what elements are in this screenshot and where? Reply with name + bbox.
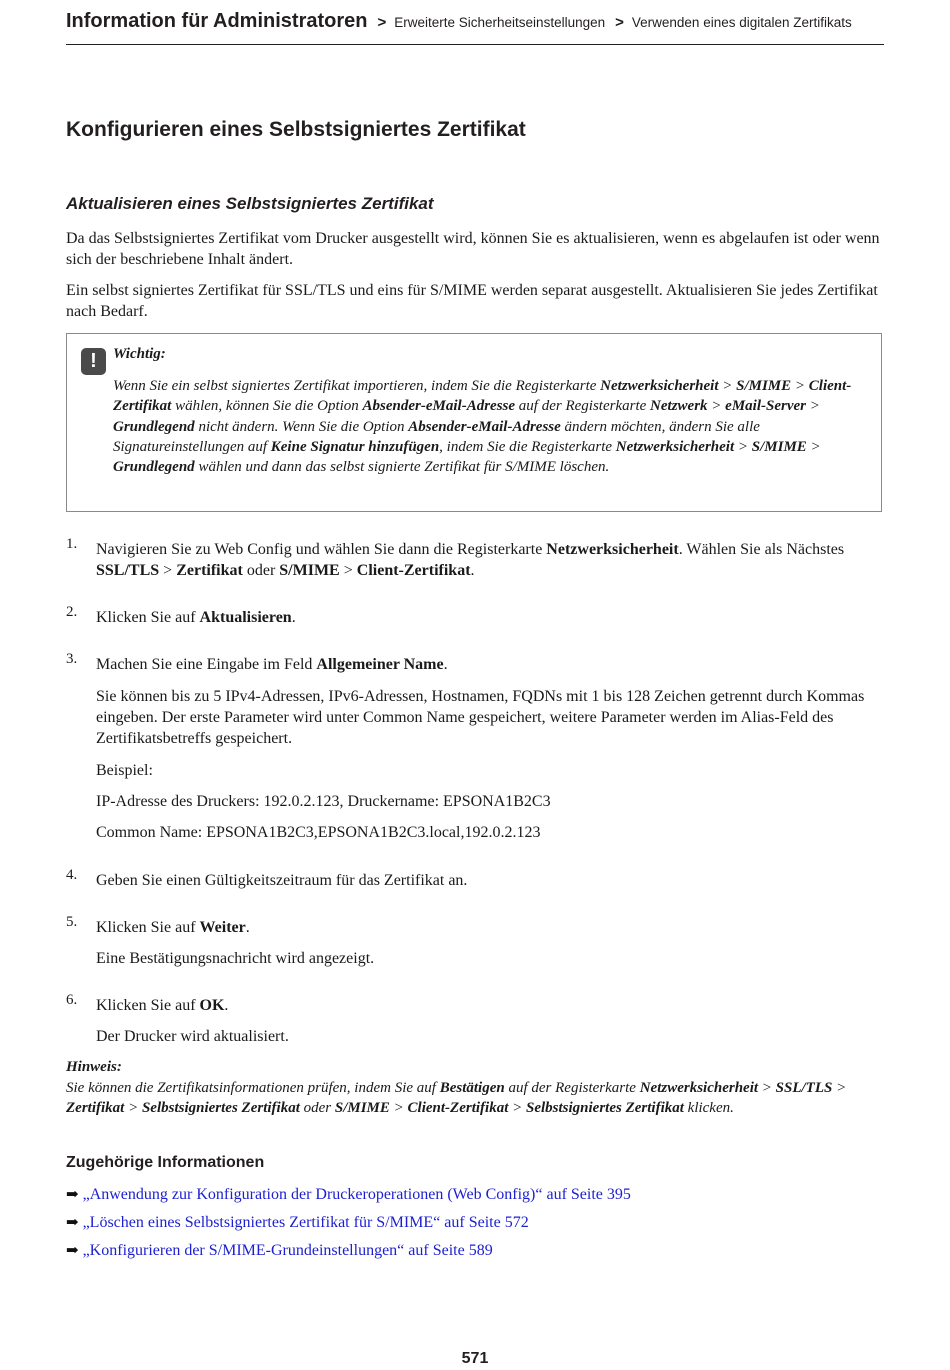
related-link[interactable]: ➡ „Anwendung zur Konfiguration der Druckeroperationen (Web Config)“ auf Seite 395 bbox=[66, 1186, 631, 1203]
step-2-text: Klicken Sie auf Aktualisieren. bbox=[96, 609, 296, 626]
step-number: 5. bbox=[66, 914, 78, 930]
section-title: Aktualisieren eines Selbstsigniertes Zertifikat bbox=[66, 194, 434, 213]
exclamation-icon: ! bbox=[81, 348, 106, 375]
right-arrow-icon: ➡ bbox=[66, 1215, 79, 1231]
example-line-2: Common Name: EPSONA1B2C3,EPSONA1B2C3.local,192.0.2.123 bbox=[96, 824, 541, 841]
step-4-text: Geben Sie einen Gültigkeitszeitraum für das Zertifikat an. bbox=[96, 872, 468, 889]
related-link[interactable]: ➡ „Konfigurieren der S/MIME-Grundeinstellungen“ auf Seite 589 bbox=[66, 1242, 493, 1259]
right-arrow-icon: ➡ bbox=[66, 1187, 79, 1203]
page-number: 571 bbox=[461, 1350, 489, 1367]
step-number: 3. bbox=[66, 651, 78, 667]
step-3-detail: Sie können bis zu 5 IPv4-Adressen, IPv6-Adressen, Hostnamen, FQDNs mit 1 bis 128 Zeichen getrennt durch Kommas eingeben. Der erste Parameter wird unter Common Name gespeichert, weitere Parameter werden im Alias-Feld des Zertifikatsbetreffs gespeichert. bbox=[96, 688, 865, 747]
intro-paragraph-2: Ein selbst signiertes Zertifikat für SSL/TLS und eins für S/MIME werden separat ausgestellt. Aktualisieren Sie jedes Zertifikat nach Bedarf. bbox=[66, 282, 878, 320]
step-number: 2. bbox=[66, 604, 78, 620]
breadcrumb-item[interactable]: Verwenden eines digitalen Zertifikats bbox=[631, 15, 852, 30]
step-5-detail: Eine Bestätigungsnachricht wird angezeigt. bbox=[96, 950, 375, 967]
related-link[interactable]: ➡ „Löschen eines Selbstsigniertes Zertifikat für S/MIME“ auf Seite 572 bbox=[66, 1214, 529, 1231]
step-number: 1. bbox=[66, 536, 78, 552]
breadcrumb bbox=[66, 10, 884, 45]
step-5-text: Klicken Sie auf Weiter. bbox=[96, 919, 250, 936]
step-1-text: Navigieren Sie zu Web Config und wählen Sie dann die Registerkarte Netzwerksicherheit. Wählen Sie als Nächstes SSL/TLS > Zertifikat oder S/MIME > Client-Zertifikat. bbox=[96, 541, 845, 579]
right-arrow-icon: ➡ bbox=[66, 1243, 79, 1259]
step-6-text: Klicken Sie auf OK. bbox=[96, 997, 229, 1014]
hint-text: Sie können die Zertifikatsinformationen prüfen, indem Sie auf Bestätigen auf der Registerkarte Netzwerksicherheit > SSL/TLS > Zertifikat > Selbstsigniertes Zertifikat oder S/MIME > Client-Zertifikat > Selbstsigniertes Zertifikat klicken. bbox=[66, 1080, 847, 1116]
example-line-1: IP-Adresse des Druckers: 192.0.2.123, Druckername: EPSONA1B2C3 bbox=[96, 793, 551, 810]
important-title: Wichtig: bbox=[113, 346, 166, 362]
breadcrumb-item[interactable]: Erweiterte Sicherheitseinstellungen bbox=[394, 15, 606, 30]
breadcrumb-title: Information für Administratoren bbox=[66, 10, 368, 32]
step-number: 4. bbox=[66, 867, 78, 883]
important-note bbox=[66, 333, 882, 512]
step-6-detail: Der Drucker wird aktualisiert. bbox=[96, 1028, 289, 1045]
hint-title: Hinweis: bbox=[66, 1059, 122, 1075]
step-number: 6. bbox=[66, 992, 78, 1008]
example-label: Beispiel: bbox=[96, 762, 153, 779]
page-title: Konfigurieren eines Selbstsigniertes Zertifikat bbox=[66, 118, 526, 141]
important-text: Wenn Sie ein selbst signiertes Zertifikat importieren, indem Sie die Registerkarte Netzwerksicherheit > S/MIME > Client-Zertifikat wählen, können Sie die Option Absender-eMail-Adresse auf der Registerkarte Netzwerk > eMail-Server > Grundlegend nicht ändern. Wenn Sie die Option Absender-eMail-Adresse ändern möchten, ändern Sie alle Signatureinstellungen auf Keine Signatur hinzufügen, indem Sie die Registerkarte Netzwerksicherheit > S/MIME > Grundlegend wählen und dann das selbst signierte Zertifikat für S/MIME löschen. bbox=[113, 378, 852, 476]
breadcrumb-separator: > bbox=[615, 14, 624, 31]
breadcrumb-separator: > bbox=[377, 14, 387, 31]
related-info-title: Zugehörige Informationen bbox=[66, 1154, 265, 1171]
step-3-text: Machen Sie eine Eingabe im Feld Allgemeiner Name. bbox=[96, 656, 448, 673]
intro-paragraph-1: Da das Selbstsigniertes Zertifikat vom Drucker ausgestellt wird, können Sie es aktualisieren, wenn es abgelaufen ist oder wenn sich der beschriebene Inhalt ändert. bbox=[66, 230, 880, 268]
